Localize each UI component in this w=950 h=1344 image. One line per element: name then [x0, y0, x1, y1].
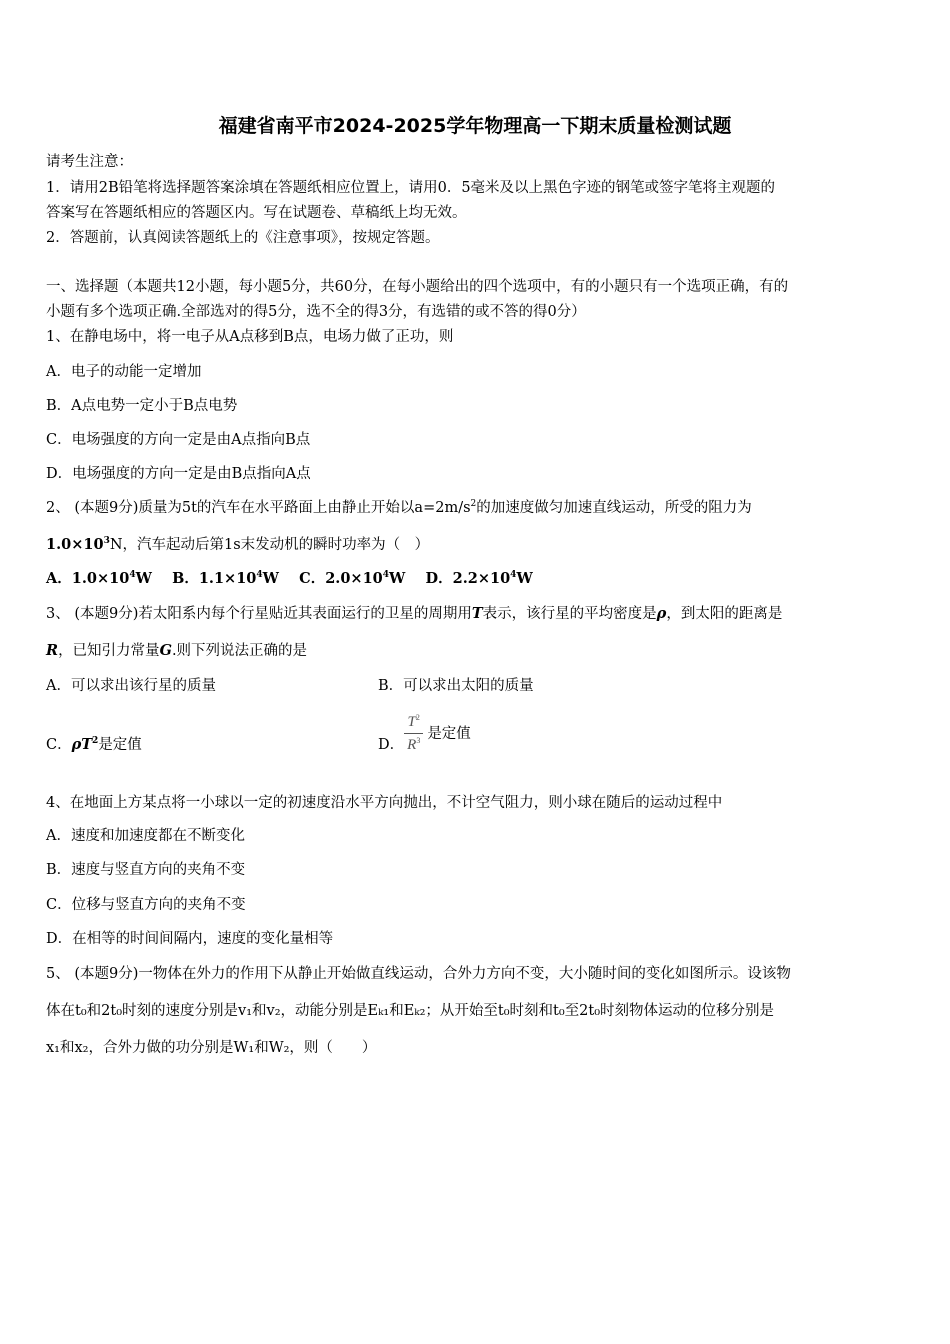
q4-option-d: D．在相等的时间间隔内，速度的变化量相等 — [46, 931, 334, 947]
q1-option-c: C．电场强度的方向一定是由A点指向B点 — [46, 432, 311, 448]
option-label: C． — [46, 737, 72, 753]
q3-option-a: A．可以求出该行星的质量 — [46, 678, 216, 694]
option-label: D． — [378, 737, 405, 753]
page-title: 福建省南平市2024-2025学年物理高一下期末质量检测试题 — [218, 115, 732, 137]
q3-text: 3、 (本题9分)若太阳系内每个行星贴近其表面运行的卫星的周期用 — [46, 606, 472, 622]
superscript: 4 — [510, 570, 517, 581]
q1-stem: 1、在静电场中，将一电子从A点移到B点，电场力做了正功，则 — [46, 329, 454, 345]
superscript: 2 — [470, 499, 477, 510]
superscript: 2 — [92, 736, 99, 747]
q3-text: .则下列说法正确的是 — [171, 643, 308, 659]
option-unit: W — [135, 570, 152, 587]
q2-stem-line2 — [46, 535, 429, 555]
superscript: 4 — [129, 570, 136, 581]
q1-option-d: D．电场强度的方向一定是由B点指向A点 — [46, 466, 311, 482]
q5-stem-line1: 5、 (本题9分)一物体在外力的作用下从静止开始做直线运动，合外力方向不变，大小随时间的变化如图所示。设该物 — [46, 966, 791, 982]
q2-options — [46, 569, 533, 589]
q3-text: 表示，该行星的平均密度是 — [482, 606, 657, 622]
option-label: D．2.2×10 — [425, 570, 511, 587]
q2-text: 的加速度做匀加速直线运动，所受的阻力为 — [476, 500, 752, 516]
q2-option-c — [299, 570, 405, 587]
q4-option-a: A．速度和加速度都在不断变化 — [46, 828, 245, 844]
symbol-rho: ρ — [656, 605, 667, 622]
option-label: B．1.1×10 — [172, 570, 257, 587]
option-tail: 是定值 — [427, 725, 471, 742]
q3-stem-line2 — [46, 641, 307, 661]
symbol-T: T — [471, 605, 483, 622]
option-label: C．2.0×10 — [299, 570, 383, 587]
q2-text: N，汽车起动后第1s末发动机的瞬时功率为（ ） — [109, 537, 430, 553]
section-heading-line2: 小题有多个选项正确.全部选对的得5分，选不全的得3分，有选错的或不答的得0分） — [46, 304, 586, 320]
q4-stem: 4、在地面上方某点将一小球以一定的初速度沿水平方向抛出，不计空气阻力，则小球在随后的运动过程中 — [46, 795, 723, 811]
q1-option-a: A．电子的动能一定增加 — [46, 364, 202, 380]
q4-option-c: C．位移与竖直方向的夹角不变 — [46, 897, 246, 913]
q2-option-a — [46, 570, 152, 587]
q2-text: 2、 (本题9分)质量为5t的汽车在水平路面上由静止开始以a=2m/s — [46, 500, 471, 516]
superscript: 4 — [382, 570, 390, 581]
section-heading-line1: 一、选择题（本题共12小题，每小题5分，共60分，在每小题给出的四个选项中，有的小题只有一个选项正确，有的 — [46, 279, 789, 295]
notice-item-1b: 答案写在答题纸相应的答题区内。写在试题卷、草稿纸上均无效。 — [46, 205, 467, 221]
q3-option-d — [378, 712, 471, 755]
q3-option-c — [46, 735, 142, 755]
option-unit: W — [262, 570, 279, 587]
notice-item-2: 2．答题前，认真阅读答题纸上的《注意事项》，按规定答题。 — [46, 230, 440, 246]
symbol-T: T — [407, 714, 416, 730]
q3-text: ，已知引力常量 — [58, 643, 160, 659]
superscript: 2 — [415, 713, 420, 722]
q2-text: 1.0×10 — [46, 536, 104, 553]
fraction-t2-over-r3 — [404, 713, 423, 754]
q5-stem-line2: 体在t₀和2t₀时刻的速度分别是v₁和v₂，动能分别是Eₖ₁和Eₖ₂；从开始至t₀时刻和t₀至2t₀时刻物体运动的位移分别是 — [46, 1003, 775, 1019]
q4-option-b: B．速度与竖直方向的夹角不变 — [46, 862, 246, 878]
option-label: A．1.0×10 — [46, 570, 130, 587]
superscript: 3 — [103, 536, 110, 547]
q3-text: ，到太阳的距离是 — [666, 606, 783, 622]
symbol-G: G — [159, 642, 172, 659]
q3-stem-line1 — [46, 604, 782, 624]
q2-option-b — [172, 570, 279, 587]
notice-item-1a: 1．请用2B铅笔将选择题答案涂填在答题纸相应位置上，请用0．5毫米及以上黑色字迹的钢笔或签字笔将主观题的 — [46, 180, 776, 196]
option-unit: W — [389, 570, 406, 587]
q2-option-d — [426, 570, 533, 587]
formula-rho-t-squared: ρT — [71, 736, 93, 753]
q1-option-b: B．A点电势一定小于B点电势 — [46, 398, 238, 414]
superscript: 4 — [256, 570, 263, 581]
option-unit: W — [516, 570, 533, 587]
fraction-numerator — [404, 713, 423, 734]
symbol-R: R — [46, 642, 59, 659]
fraction-denominator — [404, 734, 423, 754]
q2-stem-line1 — [46, 498, 752, 518]
q3-option-b: B．可以求出太阳的质量 — [378, 678, 534, 694]
option-tail: 是定值 — [98, 737, 142, 753]
symbol-R: R — [407, 737, 417, 753]
superscript: 3 — [416, 736, 421, 745]
q5-stem-line3: x₁和x₂，合外力做的功分别是W₁和W₂，则（ ） — [46, 1040, 377, 1056]
notice-heading: 请考生注意： — [46, 154, 133, 170]
